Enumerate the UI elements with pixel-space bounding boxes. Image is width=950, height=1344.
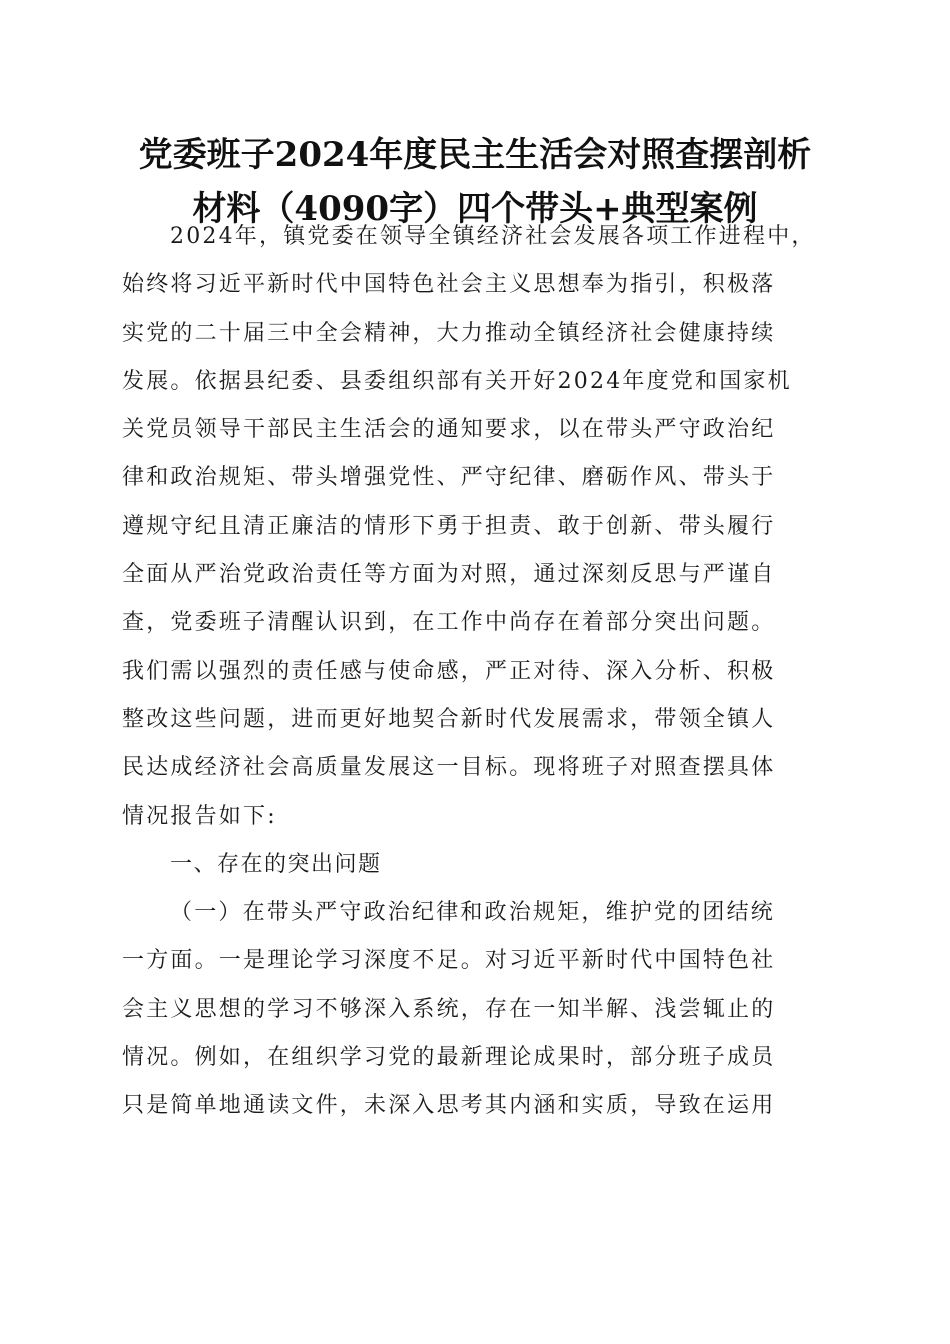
paragraph-section1-line-3: 会主义思想的学习不够深入系统，存在一知半解、浅尝辄止的 xyxy=(122,996,776,1022)
paragraph-intro-line-8: 全面从严治党政治责任等方面为对照，通过深刻反思与严谨自 xyxy=(122,562,776,588)
section-heading: 一、存在的突出问题 xyxy=(170,851,382,877)
document-body xyxy=(122,213,832,1131)
paragraph-intro-line-11: 整改这些问题，进而更好地契合新时代发展需求，带领全镇人 xyxy=(122,706,776,732)
paragraph-intro-line-12: 民达成经济社会高质量发展这一目标。现将班子对照查摆具体 xyxy=(122,755,776,781)
paragraph-intro-line-6: 律和政治规矩、带头增强党性、严守纪律、磨砺作风、带头于 xyxy=(122,465,776,491)
title-line-1: 党委班子2024年度民主生活会对照查摆剖析 xyxy=(138,135,812,175)
paragraph-intro-line-5: 关党员领导干部民主生活会的通知要求，以在带头严守政治纪 xyxy=(122,417,776,443)
title-line-2: 材料（4090字）四个带头+典型案例 xyxy=(192,189,758,229)
paragraph-section1-line-1: （一）在带头严守政治纪律和政治规矩，维护党的团结统 xyxy=(170,900,776,926)
paragraph-section1-line-5: 只是简单地通读文件，未深入思考其内涵和实质，导致在运用 xyxy=(122,1093,776,1119)
paragraph-intro-line-7: 遵规守纪且清正廉洁的情形下勇于担责、敢于创新、带头履行 xyxy=(122,513,776,539)
paragraph-intro-line-3: 实党的二十届三中全会精神，大力推动全镇经济社会健康持续 xyxy=(122,320,776,346)
paragraph-section1-line-4: 情况。例如，在组织学习党的最新理论成果时，部分班子成员 xyxy=(122,1045,776,1071)
paragraph-section1-line-2: 一方面。一是理论学习深度不足。对习近平新时代中国特色社 xyxy=(122,948,776,974)
paragraph-intro-line-9: 查，党委班子清醒认识到，在工作中尚存在着部分突出问题。 xyxy=(122,610,776,636)
paragraph-intro-line-10: 我们需以强烈的责任感与使命感，严正对待、深入分析、积极 xyxy=(122,658,776,684)
paragraph-intro-line-1: 2024年，镇党委在领导全镇经济社会发展各项工作进程中， xyxy=(170,224,816,249)
paragraph-intro-line-4: 发展。依据县纪委、县委组织部有关开好2024年度党和国家机 xyxy=(122,368,792,394)
paragraph-intro-line-13: 情况报告如下: xyxy=(122,803,277,829)
paragraph-intro-line-2: 始终将习近平新时代中国特色社会主义思想奉为指引，积极落 xyxy=(122,272,776,298)
